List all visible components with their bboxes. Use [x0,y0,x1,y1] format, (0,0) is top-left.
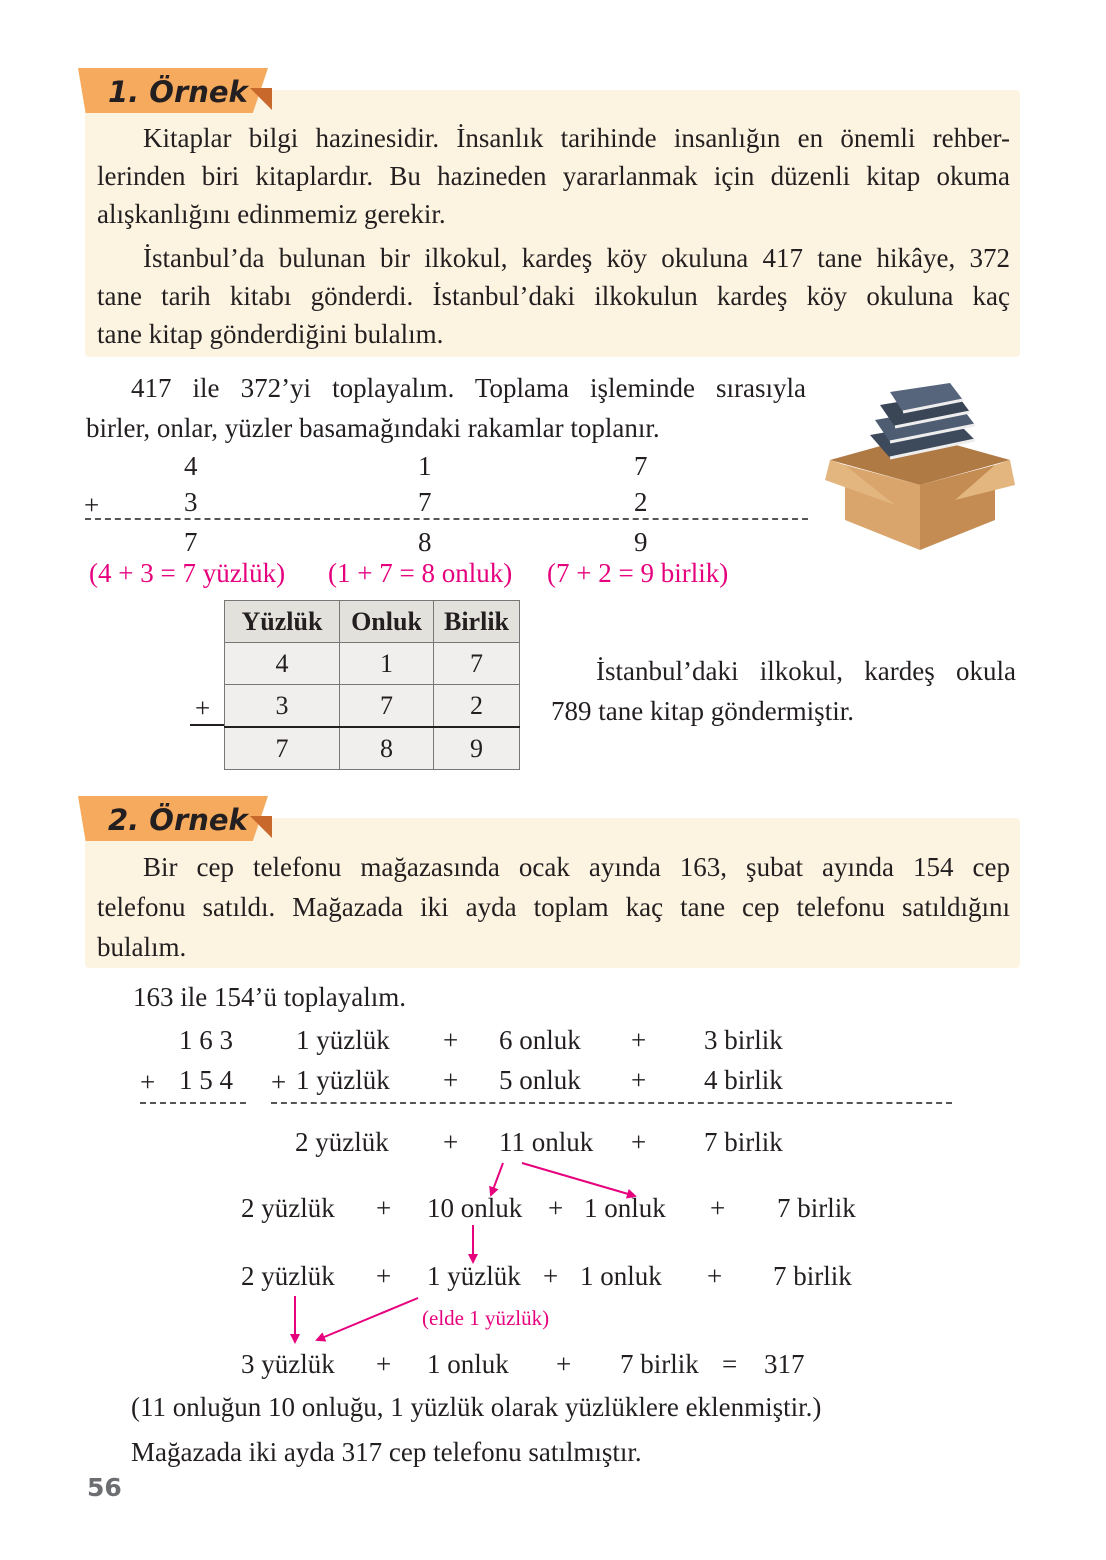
short-row1: 1 6 3 [179,1025,233,1055]
paragraph-line: telefonu satıldı. Mağazada iki ayda toplam kaç tane cep telefonu satıldığını [97,892,1010,922]
term: 6 onluk [499,1025,581,1055]
explanation: (11 onluğun 10 onluğu, 1 yüzlük olarak yüzlüklere eklenmiştir.) [131,1392,822,1422]
paragraph-line: tane tarih kitabı gönderdi. İstanbul’daki ilkokulun kardeş köy okuluna kaç [97,281,1010,311]
paragraph-line: İstanbul’da bulunan bir ilkokul, kardeş köy okuluna 417 tane hikâye, 372 [143,243,1010,273]
cell: 2 [434,685,520,728]
term: 11 onluk [499,1127,594,1157]
note: (1 + 7 = 8 onluk) [328,558,513,588]
example2-title: 2. Örnek [108,803,248,837]
arrow-icon [317,1298,418,1340]
term: 1 yüzlük [296,1065,390,1095]
digit: 2 [634,487,648,517]
header-yuzluk: Yüzlük [225,601,340,643]
cell: 3 [225,685,340,728]
cell: 7 [434,643,520,685]
term: 1 onluk [584,1193,666,1223]
digit: 8 [418,527,432,557]
result: 317 [764,1349,805,1379]
plus-sign: + [376,1261,392,1291]
intro-line: birler, onlar, yüzler basamağındaki rakamlar toplanır. [86,413,660,443]
plus-sign: + [548,1193,564,1223]
paragraph-line: tane kitap gönderdiğini bulalım. [97,319,444,349]
cell: 1 [340,643,434,685]
paragraph-line: bulalım. [97,932,187,962]
digit: 9 [634,527,648,557]
term: 7 birlik [777,1193,856,1223]
plus-sign: + [84,490,100,520]
intro-line: 417 ile 372’yi toplayalım. Toplama işleminde sırasıyla [131,373,806,403]
plus-sign: + [443,1127,459,1157]
example1-title: 1. Örnek [108,75,248,109]
plus-sign: + [556,1349,572,1379]
digit: 3 [184,487,198,517]
plus-sign: + [443,1025,459,1055]
paragraph-line: alışkanlığını edinmemiz gerekir. [97,199,446,229]
digit: 1 [418,451,432,481]
plus-sign: + [271,1067,287,1097]
term: 2 yüzlük [241,1261,335,1291]
term: 1 yüzlük [427,1261,521,1291]
cell: 7 [340,685,434,728]
plus-sign: + [631,1065,647,1095]
plus-sign: + [195,693,211,723]
term: 3 yüzlük [241,1349,335,1379]
cell: 4 [225,643,340,685]
term: 3 birlik [704,1025,783,1055]
term: 2 yüzlük [241,1193,335,1223]
term: 7 birlik [773,1261,852,1291]
header-onluk: Onluk [340,601,434,643]
digit: 4 [184,451,198,481]
header-birlik: Birlik [434,601,520,643]
conclusion-line: İstanbul’daki ilkokul, kardeş okula [596,656,1016,686]
plus-sign: + [631,1025,647,1055]
plus-sign: + [543,1261,559,1291]
carry-note: (elde 1 yüzlük) [422,1306,550,1330]
digit: 7 [184,527,198,557]
term: 7 birlik [620,1349,699,1379]
term: 1 onluk [580,1261,662,1291]
term: 2 yüzlük [295,1127,389,1157]
note: (7 + 2 = 9 birlik) [547,558,729,588]
conclusion-line: 789 tane kitap göndermiştir. [551,696,854,726]
plus-sign: + [376,1349,392,1379]
intro-line: 163 ile 154’ü toplayalım. [133,982,406,1012]
plus-sign: + [140,1067,156,1097]
cell: 8 [340,727,434,770]
arrow-icon [491,1163,503,1195]
term: 1 yüzlük [296,1025,390,1055]
digit: 7 [418,487,432,517]
cell: 7 [225,727,340,770]
plus-sign: + [443,1065,459,1095]
term: 1 onluk [427,1349,509,1379]
arrow-icon [522,1163,635,1196]
plus-sign: + [710,1193,726,1223]
term: 4 birlik [704,1065,783,1095]
term: 7 birlik [704,1127,783,1157]
short-row2: 1 5 4 [179,1065,233,1095]
term: 10 onluk [427,1193,523,1223]
paragraph-line: Bir cep telefonu mağazasında ocak ayında 163, şubat ayında 154 cep [143,852,1010,882]
plus-sign: + [707,1261,723,1291]
equals-sign: = [722,1349,738,1379]
digit: 7 [634,451,648,481]
paragraph-line: Kitaplar bilgi hazinesidir. İnsanlık tarihinde insanlığın en önemli rehber- [143,123,1010,153]
page-number: 56 [87,1473,122,1502]
cell: 9 [434,727,520,770]
term: 5 onluk [499,1065,581,1095]
plus-sign: + [376,1193,392,1223]
conclusion: Mağazada iki ayda 317 cep telefonu satılmıştır. [131,1437,642,1467]
note: (4 + 3 = 7 yüzlük) [89,558,286,588]
plus-sign: + [631,1127,647,1157]
paragraph-line: lerinden biri kitaplardır. Bu hazineden yararlanmak için düzenli kitap okuma [97,161,1010,191]
